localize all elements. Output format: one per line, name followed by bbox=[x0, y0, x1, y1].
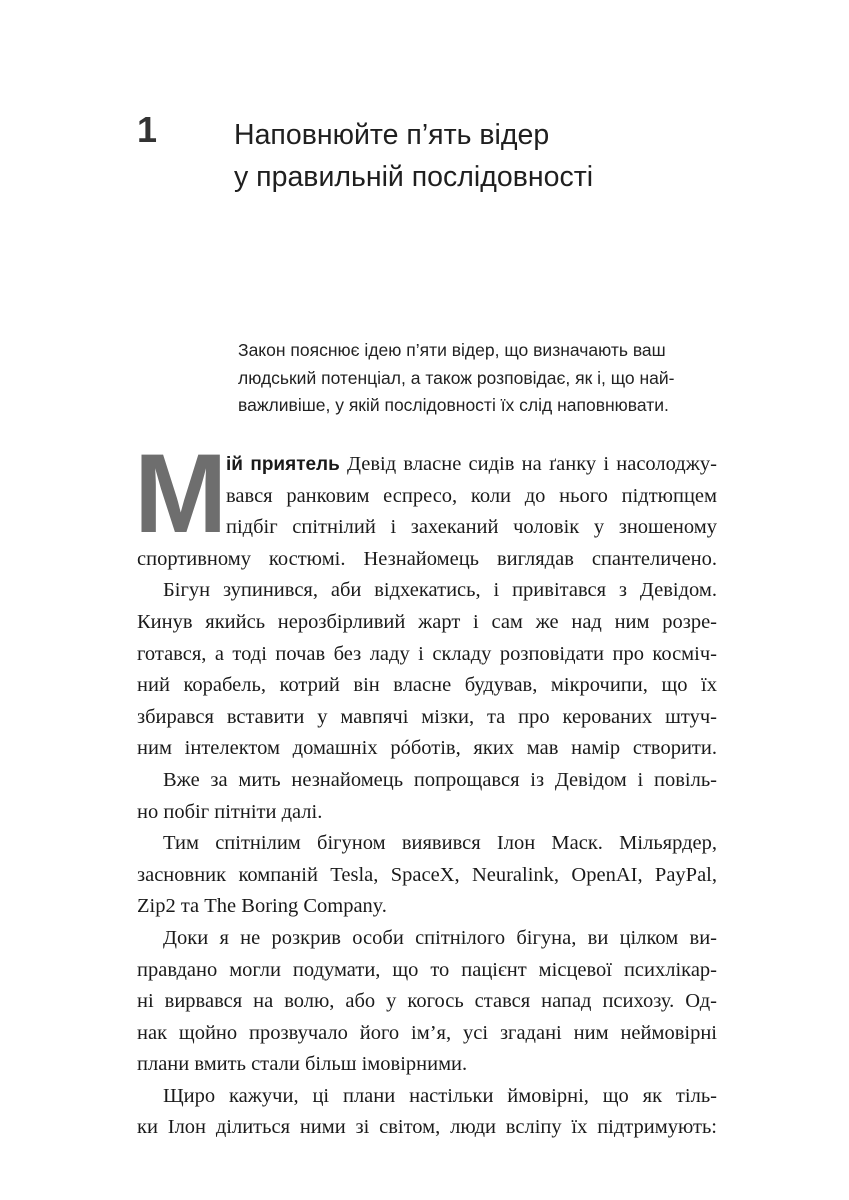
body-line: Тим спітнілим бігуном виявився Ілон Маск. Мільярдер, bbox=[163, 832, 717, 855]
chapter-title bbox=[234, 114, 593, 198]
chapter-title-line: Наповнюйте п’ять відер bbox=[234, 119, 550, 151]
body-line: нак щойно прозвучало його ім’я, усі згадані ним неймовірні bbox=[137, 1021, 717, 1044]
epigraph-line: Закон пояснює ідею п’яти відер, що визначають ваш bbox=[238, 340, 666, 360]
body-line: ки Ілон ділиться ними зі світом, люди всліпу їх підтримують: bbox=[137, 1116, 717, 1139]
body-line: ним інтелектом домашніх рóботів, яких мав намір створити. bbox=[137, 737, 717, 760]
chapter-epigraph bbox=[238, 337, 718, 420]
body-line: Кинув якийсь нерозбірливий жарт і сам же над ним розре- bbox=[137, 610, 717, 633]
body-line: збирався вставити у мавпячі мізки, та про керованих штуч- bbox=[137, 705, 717, 728]
body-line: Бігун зупинився, аби відхекатись, і привітався з Девідом. bbox=[163, 579, 717, 602]
body-line: спортивному костюмі. Незнайомець виглядав спантеличено. bbox=[137, 547, 717, 570]
body-text bbox=[137, 449, 717, 1144]
body-line: засновник компаній Tesla, SpaceX, Neuralink, OpenAI, PayPal, bbox=[137, 863, 717, 886]
body-line: Вже за мить незнайомець попрощався із Девідом і повіль- bbox=[163, 768, 717, 791]
chapter-number: 1 bbox=[137, 109, 158, 150]
body-line: плани вмить стали більш імовірними. bbox=[137, 1053, 468, 1076]
body-line: вався ранковим еспресо, коли до нього підтюпцем bbox=[226, 484, 717, 507]
epigraph-line: важливіше, у якій послідовності їх слід наповнювати. bbox=[238, 395, 669, 415]
body-line: ні вирвався на волю, або у когось стався напад психозу. Од- bbox=[137, 990, 717, 1013]
body-line-text: Девід власне сидів на ґанку і насолоджу- bbox=[339, 453, 717, 475]
chapter-title-line: у правильній послідовності bbox=[234, 161, 594, 193]
body-line bbox=[137, 449, 717, 481]
body-line: Щиро кажучи, ці плани настільки ймовірні, що як тіль- bbox=[163, 1084, 717, 1107]
body-line: но побіг пітніти далі. bbox=[137, 800, 323, 823]
body-line: підбіг спітнілий і захеканий чоловік у зношеному bbox=[226, 516, 717, 539]
body-line: Zip2 та The Boring Company. bbox=[137, 895, 387, 918]
body-line: правдано могли подумати, що то пацієнт місцевої психлікар- bbox=[137, 958, 717, 981]
body-line: готався, а тоді почав без ладу і складу розповідати про косміч- bbox=[137, 642, 717, 665]
epigraph-line: людський потенціал, а також розповідає, як і, що най- bbox=[238, 367, 675, 388]
body-line: Доки я не розкрив особи спітнілого бігуна, ви цілком ви- bbox=[163, 926, 717, 949]
lead-in: ій приятель bbox=[226, 454, 340, 475]
body-line: ний корабель, котрий він власне будував, мікрочипи, що їх bbox=[137, 674, 717, 697]
drop-cap: М bbox=[134, 431, 226, 556]
